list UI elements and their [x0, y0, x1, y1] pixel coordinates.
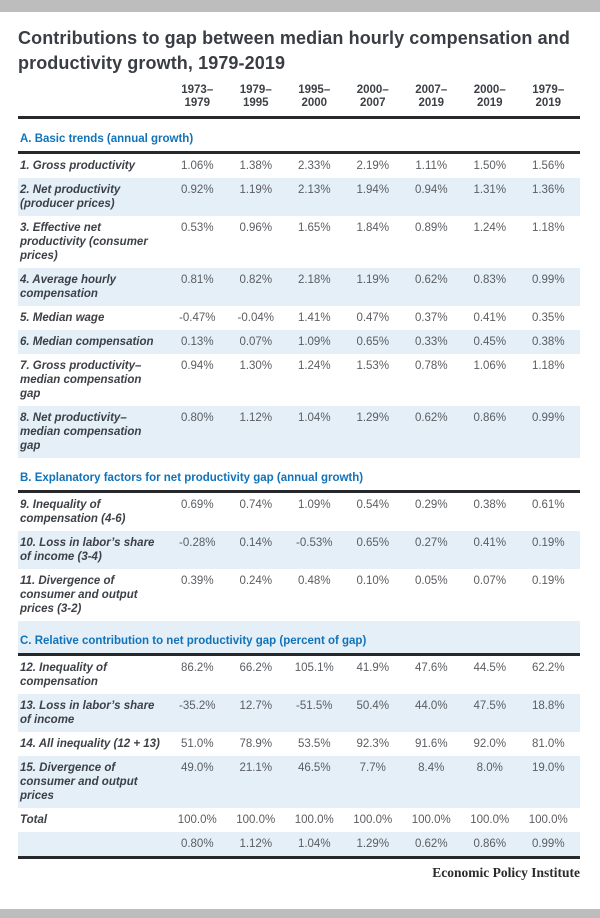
cell-value: 0.82%	[239, 273, 273, 286]
cell-value: 0.39%	[180, 574, 214, 587]
column-header: 1979– 1995	[239, 83, 272, 109]
table-row	[18, 306, 580, 330]
cell-value: 0.13%	[180, 335, 214, 348]
section-header	[18, 621, 580, 656]
row-label: 1. Gross productivity	[20, 159, 136, 172]
table-row	[18, 569, 580, 621]
cell-value: 0.65%	[356, 335, 390, 348]
table-row	[18, 493, 580, 531]
column-header: 2007– 2019	[415, 83, 448, 109]
cell-value: 92.0%	[473, 737, 507, 750]
table-row	[18, 756, 580, 808]
cell-value: 100.0%	[411, 813, 451, 826]
row-label: 6. Median compensation	[20, 335, 154, 348]
cell-value: 0.27%	[414, 536, 448, 549]
cell-value: 0.96%	[239, 221, 273, 234]
table-row	[18, 656, 580, 694]
cell-value: 1.29%	[356, 411, 390, 424]
cell-value: 49.0%	[180, 761, 214, 774]
cell-value: 86.2%	[180, 661, 214, 674]
cell-value: 44.5%	[473, 661, 507, 674]
cell-value: 0.41%	[473, 536, 507, 549]
cell-value: 1.19%	[239, 183, 273, 196]
cell-value: 1.19%	[356, 273, 390, 286]
cell-value: 0.07%	[239, 335, 273, 348]
cell-value: 1.06%	[473, 359, 507, 372]
table-row	[18, 216, 580, 268]
section-header-label: B. Explanatory factors for net productivity gap (annual growth)	[20, 471, 364, 484]
cell-value: 1.04%	[297, 837, 331, 850]
cell-value: 1.06%	[180, 159, 214, 172]
cell-value: 1.65%	[297, 221, 331, 234]
cell-value: 0.35%	[531, 311, 565, 324]
table-row	[18, 268, 580, 306]
cell-value: 1.56%	[531, 159, 565, 172]
cell-value: 1.41%	[297, 311, 331, 324]
cell-value: 0.94%	[414, 183, 448, 196]
section-header-label: A. Basic trends (annual growth)	[20, 132, 194, 145]
table-sections	[18, 119, 580, 856]
cell-value: 21.1%	[239, 761, 273, 774]
row-label: 12. Inequality of compensation	[20, 661, 107, 688]
cell-value: -0.53%	[296, 536, 333, 549]
top-chrome-bar	[0, 0, 600, 12]
cell-value: 0.74%	[239, 498, 273, 511]
source-credit: Economic Policy Institute	[432, 864, 580, 880]
cell-value: 0.47%	[356, 311, 390, 324]
cell-value: 1.09%	[297, 335, 331, 348]
cell-value: 0.94%	[180, 359, 214, 372]
row-label: 10. Loss in labor’s share of income (3-4)	[20, 536, 155, 563]
cell-value: 1.18%	[531, 359, 565, 372]
cell-value: 0.05%	[414, 574, 448, 587]
row-label: 11. Divergence of consumer and output prices (3-2)	[20, 574, 138, 615]
table-row	[18, 178, 580, 216]
cell-value: 18.8%	[531, 699, 565, 712]
cell-value: -35.2%	[179, 699, 216, 712]
section-header	[18, 119, 580, 154]
cell-value: 0.45%	[473, 335, 507, 348]
cell-value: 91.6%	[414, 737, 448, 750]
table-row	[18, 406, 580, 458]
cell-value: 100.0%	[470, 813, 510, 826]
column-header: 1995– 2000	[298, 83, 331, 109]
cell-value: -0.28%	[179, 536, 216, 549]
cell-value: 92.3%	[356, 737, 390, 750]
cell-value: 41.9%	[356, 661, 390, 674]
cell-value: 50.4%	[356, 699, 390, 712]
cell-value: 0.99%	[531, 411, 565, 424]
cell-value: 100.0%	[177, 813, 217, 826]
cell-value: 2.19%	[356, 159, 390, 172]
row-label: 14. All inequality (12 + 13)	[20, 737, 160, 750]
cell-value: 0.54%	[356, 498, 390, 511]
row-label: 7. Gross productivity–median compensation gap	[20, 359, 142, 400]
page-title: Contributions to gap between median hourly compensation and productivity growth, 1979-2019	[18, 28, 570, 73]
cell-value: 0.80%	[180, 411, 214, 424]
section-header-label: C. Relative contribution to net productivity gap (percent of gap)	[20, 634, 367, 647]
cell-value: 12.7%	[239, 699, 273, 712]
cell-value: 1.84%	[356, 221, 390, 234]
cell-value: -51.5%	[296, 699, 333, 712]
cell-value: 1.24%	[297, 359, 331, 372]
cell-value: 0.83%	[473, 273, 507, 286]
table-row	[18, 832, 580, 856]
row-label: 3. Effective net productivity (consumer prices)	[20, 221, 148, 262]
cell-value: 0.89%	[414, 221, 448, 234]
cell-value: 0.62%	[414, 411, 448, 424]
cell-value: 0.41%	[473, 311, 507, 324]
cell-value: 1.38%	[239, 159, 273, 172]
cell-value: 0.19%	[531, 574, 565, 587]
table-row	[18, 330, 580, 354]
cell-value: 78.9%	[239, 737, 273, 750]
cell-value: 0.10%	[356, 574, 390, 587]
cell-value: 1.31%	[473, 183, 507, 196]
cell-value: 0.78%	[414, 359, 448, 372]
table-row	[18, 694, 580, 732]
cell-value: 0.65%	[356, 536, 390, 549]
cell-value: 0.99%	[531, 273, 565, 286]
cell-value: 1.53%	[356, 359, 390, 372]
cell-value: 0.37%	[414, 311, 448, 324]
row-label: 8. Net productivity–median compensation gap	[20, 411, 142, 452]
cell-value: 0.19%	[531, 536, 565, 549]
row-label: 15. Divergence of consumer and output prices	[20, 761, 138, 802]
cell-value: 0.33%	[414, 335, 448, 348]
cell-value: -0.04%	[237, 311, 274, 324]
cell-value: 1.09%	[297, 498, 331, 511]
cell-value: 0.07%	[473, 574, 507, 587]
column-header: 2000– 2007	[356, 83, 389, 109]
cell-value: 1.50%	[473, 159, 507, 172]
cell-value: 44.0%	[414, 699, 448, 712]
cell-value: 0.92%	[180, 183, 214, 196]
cell-value: 62.2%	[531, 661, 565, 674]
cell-value: 0.99%	[531, 837, 565, 850]
cell-value: 66.2%	[239, 661, 273, 674]
cell-value: 0.86%	[473, 411, 507, 424]
cell-value: 51.0%	[180, 737, 214, 750]
row-label: 4. Average hourly compensation	[20, 273, 117, 300]
cell-value: 1.36%	[531, 183, 565, 196]
cell-value: 1.30%	[239, 359, 273, 372]
row-label: 9. Inequality of compensation (4-6)	[20, 498, 126, 525]
cell-value: 0.38%	[531, 335, 565, 348]
cell-value: 100.0%	[236, 813, 276, 826]
cell-value: 2.18%	[297, 273, 331, 286]
table-row	[18, 154, 580, 178]
row-label: 5. Median wage	[20, 311, 105, 324]
row-label: Total	[20, 813, 48, 826]
table-row	[18, 732, 580, 756]
cell-value: 1.12%	[239, 837, 273, 850]
cell-value: -0.47%	[179, 311, 216, 324]
cell-value: 0.38%	[473, 498, 507, 511]
cell-value: 100.0%	[294, 813, 334, 826]
cell-value: 1.11%	[415, 159, 448, 172]
cell-value: 7.7%	[359, 761, 386, 774]
table-row	[18, 531, 580, 569]
column-header-row	[18, 84, 580, 119]
cell-value: 8.0%	[476, 761, 503, 774]
cell-value: 0.62%	[414, 837, 448, 850]
cell-value: 81.0%	[531, 737, 565, 750]
column-header: 1979– 2019	[532, 83, 565, 109]
cell-value: 0.61%	[531, 498, 565, 511]
cell-value: 0.29%	[414, 498, 448, 511]
cell-value: 2.13%	[297, 183, 331, 196]
cell-value: 0.86%	[473, 837, 507, 850]
cell-value: 0.69%	[180, 498, 214, 511]
cell-value: 0.14%	[239, 536, 273, 549]
row-label: 13. Loss in labor’s share of income	[20, 699, 155, 726]
cell-value: 0.81%	[180, 273, 214, 286]
cell-value: 0.53%	[180, 221, 214, 234]
cell-value: 2.33%	[297, 159, 331, 172]
cell-value: 1.24%	[473, 221, 507, 234]
cell-value: 0.62%	[414, 273, 448, 286]
cell-value: 19.0%	[531, 761, 565, 774]
cell-value: 1.04%	[297, 411, 331, 424]
cell-value: 53.5%	[297, 737, 331, 750]
cell-value: 100.0%	[353, 813, 393, 826]
report-content	[0, 12, 600, 909]
cell-value: 1.29%	[356, 837, 390, 850]
cell-value: 47.5%	[473, 699, 507, 712]
cell-value: 47.6%	[414, 661, 448, 674]
cell-value: 1.12%	[239, 411, 273, 424]
row-label: 2. Net productivity (producer prices)	[20, 183, 121, 210]
cell-value: 105.1%	[294, 661, 334, 674]
column-header: 1973– 1979	[181, 83, 214, 109]
cell-value: 0.80%	[180, 837, 214, 850]
cell-value: 0.48%	[297, 574, 331, 587]
bottom-chrome-bar	[0, 909, 600, 918]
table-row	[18, 808, 580, 832]
cell-value: 8.4%	[418, 761, 445, 774]
cell-value: 46.5%	[297, 761, 331, 774]
table-row	[18, 354, 580, 406]
cell-value: 1.94%	[356, 183, 390, 196]
column-header: 2000– 2019	[473, 83, 506, 109]
cell-value: 100.0%	[528, 813, 568, 826]
cell-value: 0.24%	[239, 574, 273, 587]
cell-value: 1.18%	[531, 221, 565, 234]
section-header	[18, 458, 580, 493]
data-table	[18, 84, 580, 859]
